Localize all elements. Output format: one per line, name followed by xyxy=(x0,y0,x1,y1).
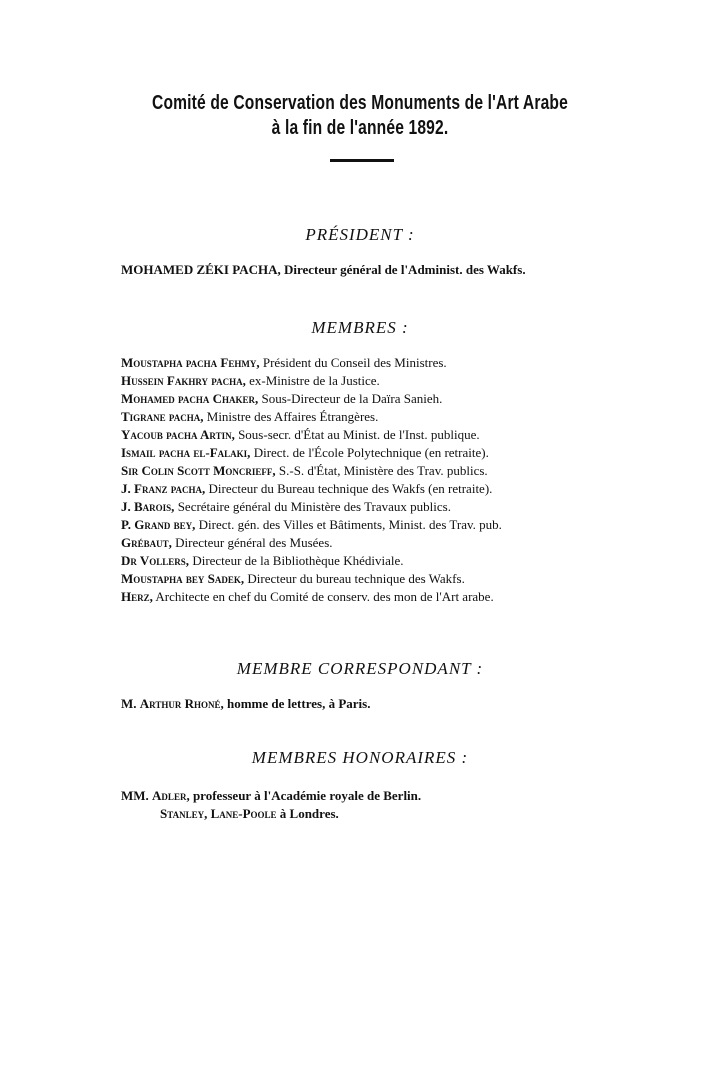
member-role: Architecte en chef du Comité de conserv. des mon de l'Art arabe. xyxy=(152,589,494,604)
member-entry xyxy=(121,445,489,461)
honoraire-entry-1 xyxy=(121,788,421,804)
member-name: J. Barois, xyxy=(121,499,175,514)
member-entry xyxy=(121,535,333,551)
member-name: Dr Vollers, xyxy=(121,553,190,568)
member-name: Herz, xyxy=(121,589,153,604)
member-entry xyxy=(121,589,494,605)
member-name: Hussein Fakhry pacha, xyxy=(121,373,246,388)
president-entry xyxy=(121,262,526,278)
member-entry xyxy=(121,427,480,443)
member-entry xyxy=(121,463,488,479)
member-role: ex-Ministre de la Justice. xyxy=(245,373,380,388)
member-entry xyxy=(121,391,442,407)
honoraire-role-1: professeur à l'Académie royale de Berlin. xyxy=(189,788,422,803)
member-entry xyxy=(121,499,451,515)
correspondant-name: Arthur Rhoné, xyxy=(139,696,224,711)
member-role: S.-S. d'État, Ministère des Trav. publics. xyxy=(275,463,488,478)
member-role: Président du Conseil des Ministres. xyxy=(259,355,447,370)
president-role: Directeur général de l'Administ. des Wakfs. xyxy=(280,262,526,277)
heading-rule xyxy=(330,159,394,162)
member-name: Grébaut, xyxy=(121,535,172,550)
honoraires-prefix: MM. xyxy=(121,788,153,803)
member-name: Ismail pacha el-Falaki, xyxy=(121,445,251,460)
member-entry xyxy=(121,553,404,569)
member-entry xyxy=(121,571,465,587)
correspondant-prefix: M. xyxy=(121,696,140,711)
member-role: Direct. gén. des Villes et Bâtiments, Minist. des Trav. pub. xyxy=(195,517,502,532)
section-correspondant-title: MEMBRE CORRESPONDANT : xyxy=(236,659,484,678)
heading-line-1: Comité de Conservation des Monuments de l'Art Arabe xyxy=(152,92,568,114)
section-president-title: PRÉSIDENT : xyxy=(305,225,415,244)
member-name: J. Franz pacha, xyxy=(121,481,206,496)
member-entry xyxy=(121,373,380,389)
member-role: Directeur général des Musées. xyxy=(171,535,333,550)
president-name: MOHAMED ZÉKI PACHA, xyxy=(121,262,281,277)
section-honoraires-title: MEMBRES HONORAIRES : xyxy=(251,748,469,767)
member-role: Sous-secr. d'État au Minist. de l'Inst. publique. xyxy=(234,427,480,442)
member-role: Directeur de la Bibliothèque Khédiviale. xyxy=(189,553,404,568)
section-membres-title: MEMBRES : xyxy=(311,318,409,337)
member-name: Yacoub pacha Artin, xyxy=(121,427,235,442)
member-entry xyxy=(121,481,492,497)
member-name: Tigrane pacha, xyxy=(121,409,204,424)
honoraire-entry-2 xyxy=(160,806,339,822)
member-role: Secrétaire général du Ministère des Travaux publics. xyxy=(174,499,451,514)
member-name: Mohamed pacha Chaker, xyxy=(121,391,259,406)
heading-line-2: à la fin de l'année 1892. xyxy=(271,117,449,139)
member-entry xyxy=(121,409,378,425)
member-name: Sir Colin Scott Moncrieff, xyxy=(121,463,276,478)
member-role: Ministre des Affaires Étrangères. xyxy=(203,409,379,424)
member-role: Sous-Directeur de la Daïra Sanieh. xyxy=(258,391,443,406)
member-role: Direct. de l'École Polytechnique (en retraite). xyxy=(250,445,489,460)
honoraire-name-2: Stanley, Lane-Poole xyxy=(160,806,277,821)
member-entry xyxy=(121,517,502,533)
correspondant-role: homme de lettres, à Paris. xyxy=(223,696,371,711)
honoraire-role-2: à Londres. xyxy=(276,806,339,821)
member-role: Directeur du Bureau technique des Wakfs (en retraite). xyxy=(205,481,493,496)
member-name: Moustapha pacha Fehmy, xyxy=(121,355,260,370)
member-entry xyxy=(121,355,447,371)
honoraire-name-1: Adler, xyxy=(152,788,190,803)
member-name: P. Grand bey, xyxy=(121,517,196,532)
member-role: Directeur du bureau technique des Wakfs. xyxy=(244,571,465,586)
correspondant-entry xyxy=(121,696,370,712)
member-name: Moustapha bey Sadek, xyxy=(121,571,245,586)
